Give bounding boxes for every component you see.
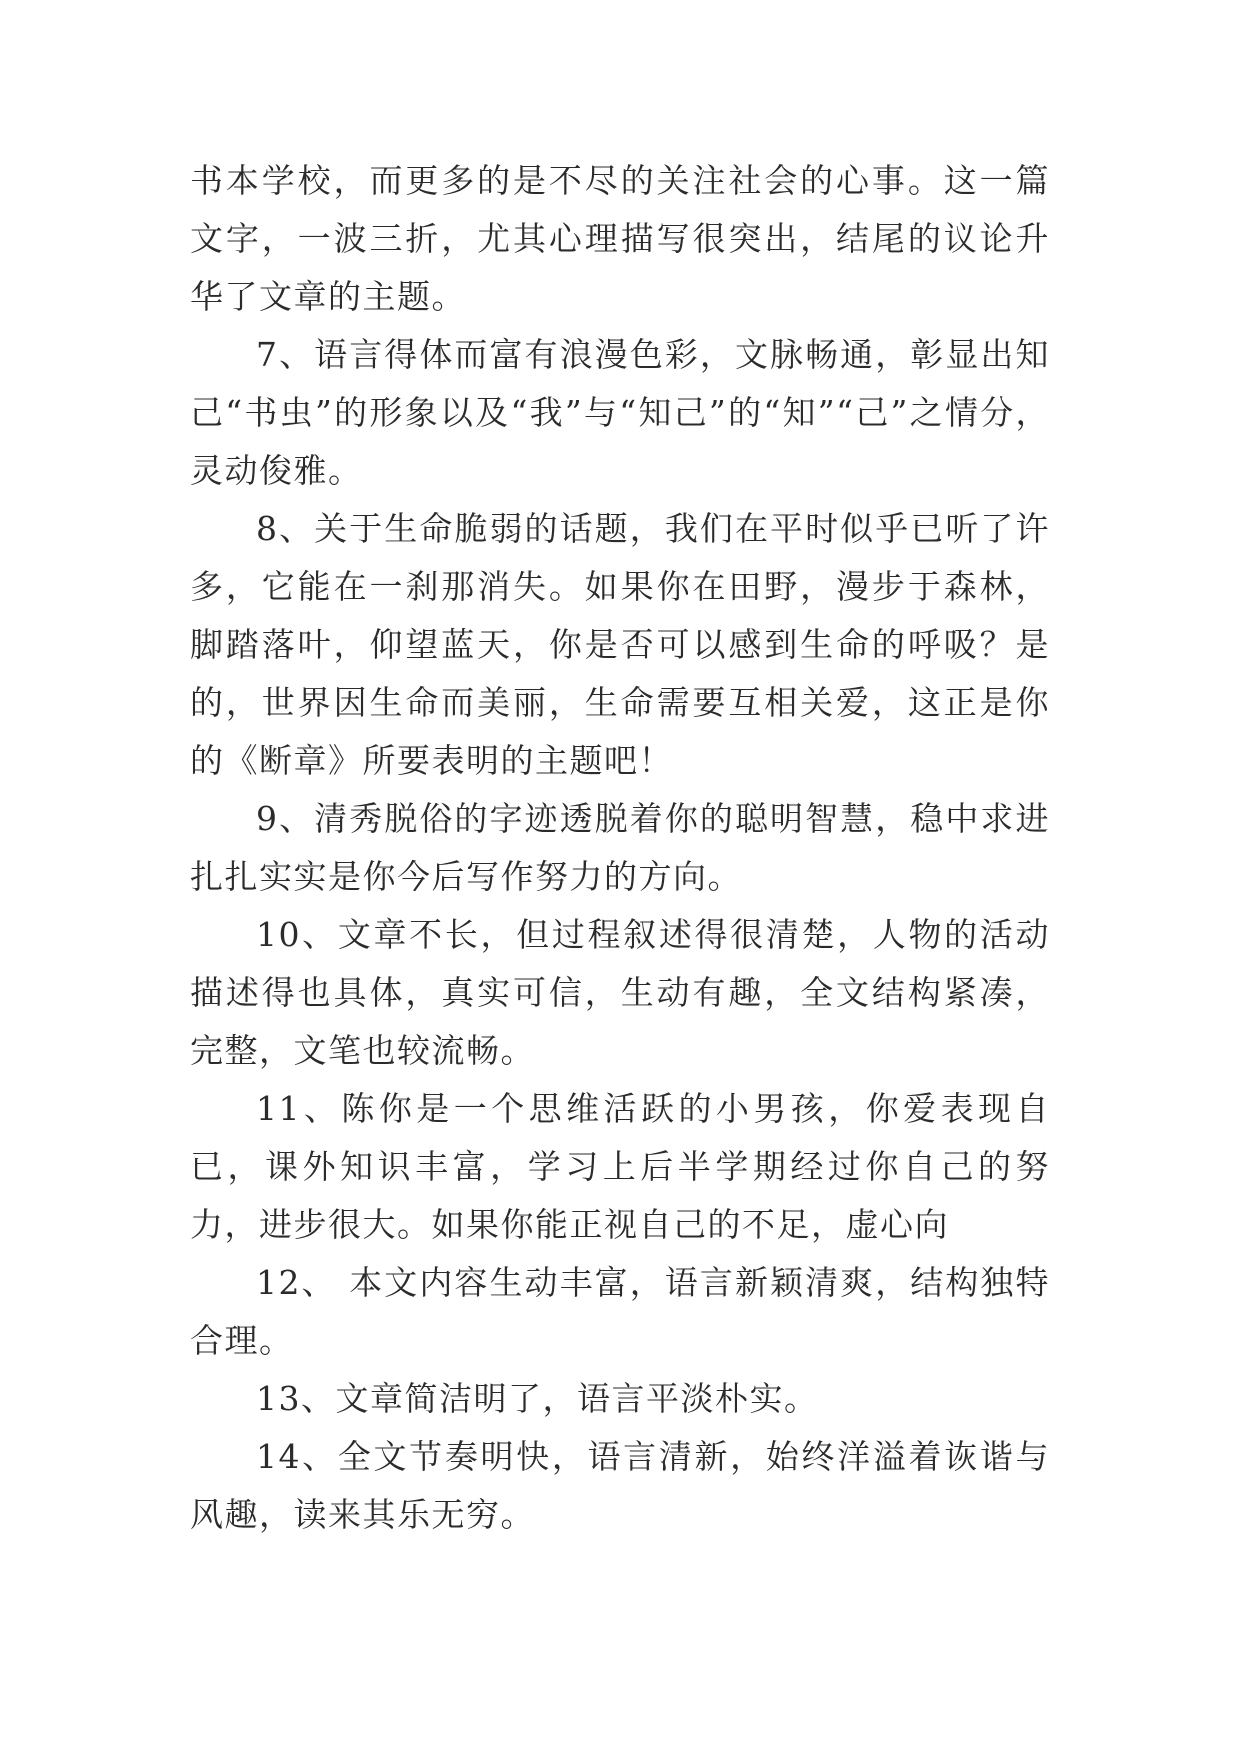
paragraph-comment-9: 9、清秀脱俗的字迹透脱着你的聪明智慧，稳中求进扎扎实实是你今后写作努力的方向。: [190, 799, 1050, 896]
document-body: [190, 152, 1050, 1544]
paragraph-continuation: 书本学校，而更多的是不尽的关注社会的心事。这一篇文字，一波三折，尤其心理描写很突出，结尾的议论升华了文章的主题。: [190, 161, 1050, 316]
paragraph-comment-12: 12、 本文内容生动丰富，语言新颖清爽，结构独特合理。: [190, 1263, 1050, 1360]
paragraph-comment-13: 13、文章简洁明了，语言平淡朴实。: [256, 1379, 819, 1418]
paragraph-comment-14: 14、全文节奏明快，语言清新，始终洋溢着诙谐与风趣，读来其乐无穷。: [190, 1437, 1050, 1534]
paragraph-comment-11: 11、陈你是一个思维活跃的小男孩，你爱表现自已，课外知识丰富，学习上后半学期经过你自己的努力，进步很大。如果你能正视自己的不足，虚心向: [190, 1089, 1050, 1244]
paragraph-comment-8: 8、关于生命脆弱的话题，我们在平时似乎已听了许多，它能在一刹那消失。如果你在田野，漫步于森林，脚踏落叶，仰望蓝天，你是否可以感到生命的呼吸？是的，世界因生命而美丽，生命需要互相关爱，这正是你的《断章》所要表明的主题吧！: [190, 509, 1050, 780]
paragraph-comment-7: 7、语言得体而富有浪漫色彩，文脉畅通，彰显出知己“书虫”的形象以及“我”与“知己”的“知”“己”之情分，灵动俊雅。: [190, 335, 1050, 490]
paragraph-comment-10: 10、文章不长，但过程叙述得很清楚，人物的活动描述得也具体，真实可信，生动有趣，全文结构紧凑，完整，文笔也较流畅。: [190, 915, 1050, 1070]
